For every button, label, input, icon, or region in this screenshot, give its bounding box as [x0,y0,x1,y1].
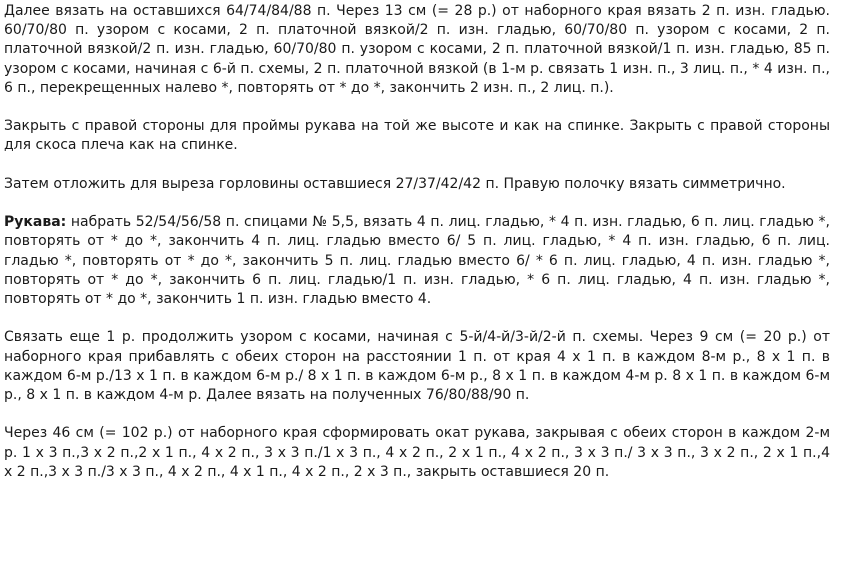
paragraph-sleeves [4,213,830,309]
paragraph-sleeve-cap: Через 46 см (= 102 р.) от наборного края сформировать окат рукава, закрывая с обеих сторон в каждом 2-м р. 1 х 3 п.,3 х 2 п.,2 х 1 п., 4 х 2 п., 3 х 3 п./1 х 3 п., 4 х 2 п., 2 х 1 п., 4 х 2 п., 3 х 3 п./ 3 х 3 п., 3 х 2 п., 2 х 1 п.,4 х 2 п.,3 х 3 п./3 х 3 п., 4 х 2 п., 4 х 1 п., 4 х 2 п., 2 х 3 п., закрыть оставшиеся 20 п. [4,425,830,480]
document-body [4,2,830,482]
paragraph-armhole: Закрыть с правой стороны для проймы рукава на той же высоте и как на спинке. Закрыть с правой стороны для скоса плеча как на спинке. [4,118,830,154]
paragraph-front-body: Далее вязать на оставшихся 64/74/84/88 п. Через 13 см (= 28 р.) от наборного края вязать 2 п. изн. гладью. 60/70/80 п. узором с косами, 2 п. платочной вязкой/2 п. изн. гладью, 60/70/80 п. узором с косами, 2 п. платочной вязкой/2 п. изн. гладью, 60/70/80 п. узором с косами, 2 п. платочной вязкой/1 п. изн. гладью, 85 п. узором с косами, начиная с 6-й п. схемы, 2 п. платочной вязкой (в 1-м р. связать 1 изн. п., 3 лиц. п., * 4 изн. п., 6 п., перекрещенных налево *, повторять от * до *, закончить 2 изн. п., 2 лиц. п.). [4,3,830,96]
paragraph-sleeve-increases: Связать еще 1 р. продолжить узором с косами, начиная с 5-й/4-й/3-й/2-й п. схемы. Через 9 см (= 20 р.) от наборного края прибавлять с обеих сторон на расстоянии 1 п. от края 4 х 1 п. в каждом 8-м р., 8 х 1 п. в каждом 6-м р./13 х 1 п. в каждом 6-м р./ 8 х 1 п. в каждом 6-м р., 8 х 1 п. в каждом 4-м р. 8 х 1 п. в каждом 6-м р., 8 х 1 п. в каждом 4-м р. Далее вязать на полученных 76/80/88/90 п. [4,329,830,403]
sleeves-text: набрать 52/54/56/58 п. спицами № 5,5, вязать 4 п. лиц. гладью, * 4 п. изн. гладью, 6 п. лиц. гладью *, повторять от * до *, закончить 4 п. лиц. гладью вместо 6/ 5 п. лиц. гладью, * 4 п. изн. гладью, 6 п. лиц. гладью *, повторять от * до *, закончить 5 п. лиц. гладью вместо 6/ * 6 п. лиц. гладью, 4 п. изн. гладью *, повторять от * до *, закончить 6 п. лиц. гладью/1 п. изн. гладью, * 6 п. лиц. гладью, 4 п. изн. гладью *, повторять от * до *, закончить 1 п. изн. гладью вместо 4. [4,214,830,307]
paragraph-neckline: Затем отложить для выреза горловины оставшиеся 27/37/42/42 п. Правую полочку вязать симметрично. [4,175,786,192]
sleeves-heading: Рукава: [4,214,67,231]
